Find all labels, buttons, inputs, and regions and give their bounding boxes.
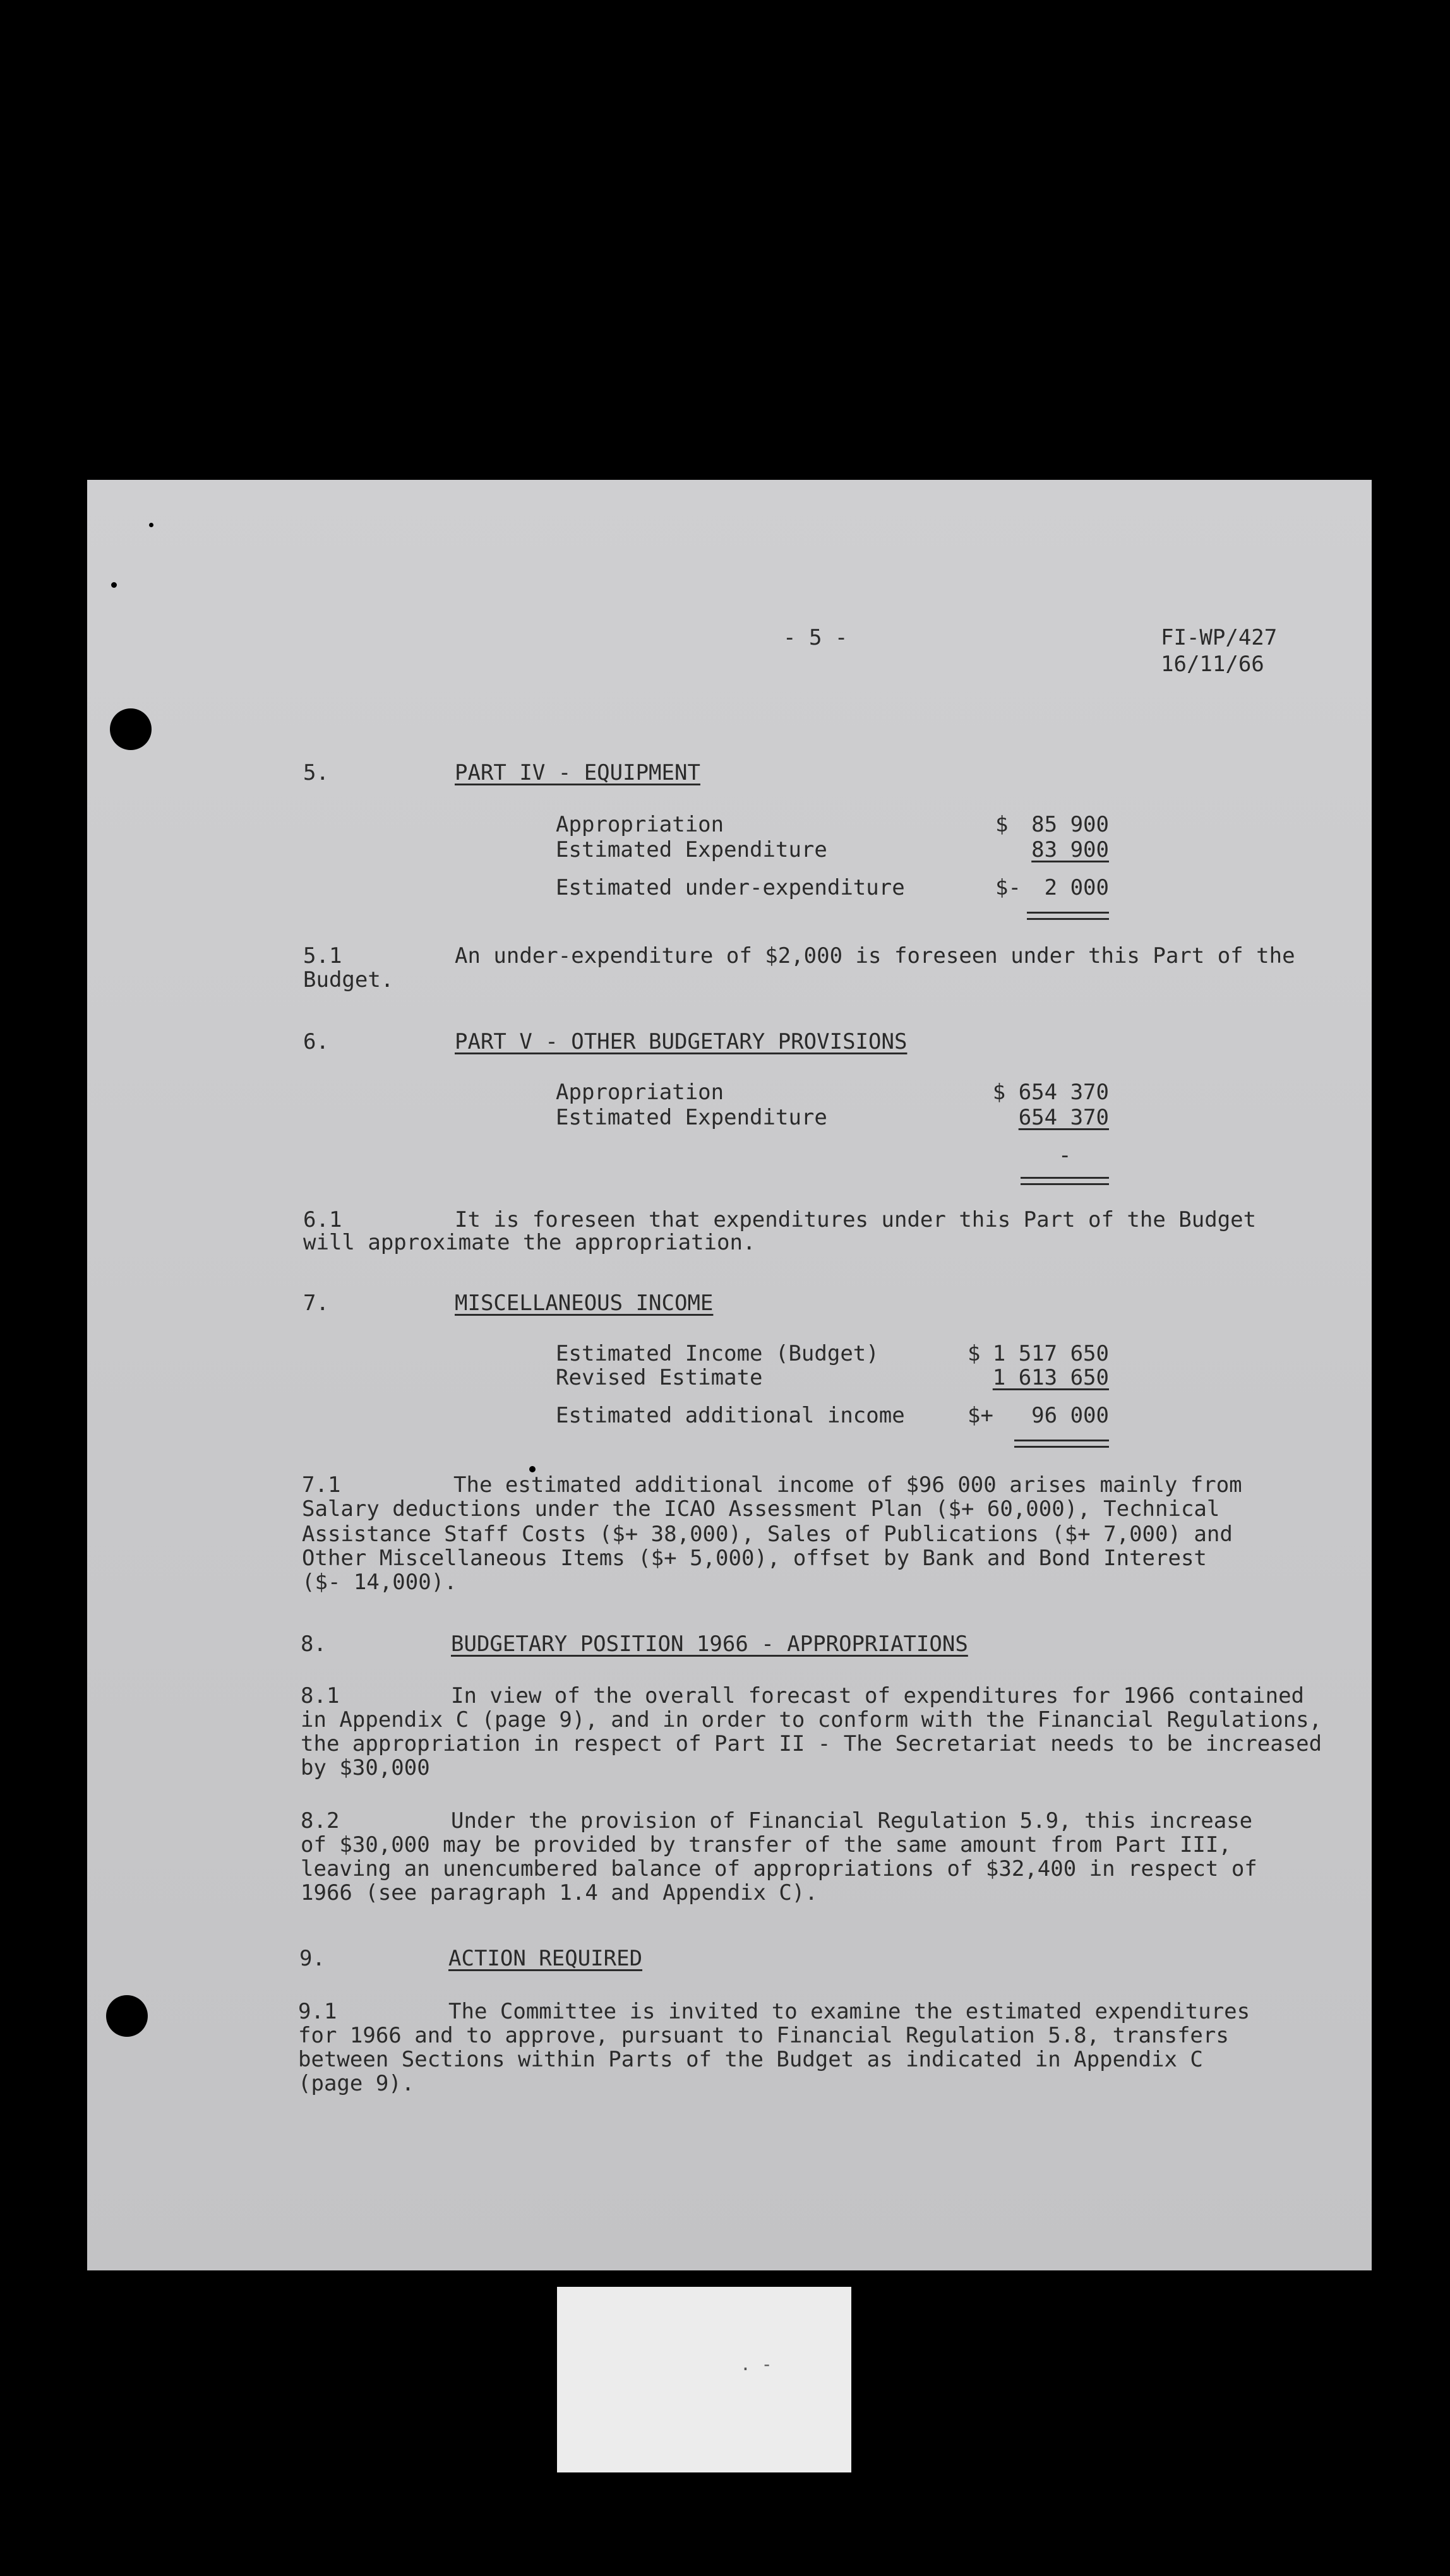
paragraph-line: Salary deductions under the ICAO Assessment Plan ($+ 60,000), Technical [302,1496,1220,1522]
total-double-rule [1027,912,1109,914]
row-label: Appropriation [556,1080,724,1105]
currency-sign: $ [968,1341,981,1366]
document-reference: FI-WP/427 [1161,625,1278,650]
paragraph-line: An under-expenditure of $2,000 is foreseen under this Part of the [455,943,1295,969]
paragraph-number: 7.1 [302,1472,341,1498]
section-number: 7. [303,1291,329,1316]
amount: 96 000 [1031,1403,1109,1428]
paragraph-line: by $30,000 [301,1755,430,1780]
paragraph-line: will approximate the appropriation. [303,1230,756,1255]
section-number: 9. [299,1946,325,1971]
index-card [557,2287,851,2472]
paragraph-line: of $30,000 may be provided by transfer of the same amount from Part III, [301,1832,1231,1857]
total-double-rule [1021,1177,1109,1179]
section-number: 8. [301,1631,327,1657]
paragraph-line: 1966 (see paragraph 1.4 and Appendix C). [301,1880,818,1905]
amount: 83 900 [1031,837,1109,862]
row-label: Appropriation [556,812,724,837]
section-heading: MISCELLANEOUS INCOME [455,1291,714,1316]
paragraph-line: in Appendix C (page 9), and in order to conform with the Financial Regulations, [301,1707,1322,1732]
paragraph-line: The estimated additional income of $96 000 arises mainly from [453,1472,1242,1498]
paragraph-number: 6.1 [303,1207,342,1232]
row-label: Estimated Income (Budget) [556,1341,879,1366]
currency-sign: $- [995,875,1021,900]
total-double-rule [1014,1446,1109,1448]
paragraph-line: (page 9). [298,2071,415,2096]
paragraph-number: 8.2 [301,1808,340,1834]
paragraph-line: Under the provision of Financial Regulation 5.9, this increase [451,1808,1253,1834]
amount: 85 900 [1031,812,1109,837]
paragraph-line: for 1966 and to approve, pursuant to Financial Regulation 5.8, transfers [298,2023,1229,2048]
section-heading: ACTION REQUIRED [448,1946,643,1971]
amount: 1 517 650 [992,1341,1109,1366]
paragraph-line: Other Miscellaneous Items ($+ 5,000), offset by Bank and Bond Interest [302,1546,1207,1571]
amount: 1 613 650 [992,1365,1109,1390]
section-number: 6. [303,1029,329,1054]
total-double-rule [1021,1183,1109,1185]
paragraph-line: Budget. [303,967,394,993]
row-label: Estimated additional income [556,1403,905,1428]
card-mark: . - [740,2354,772,2375]
speck [111,582,117,588]
paragraph-line: ($- 14,000). [302,1570,457,1595]
document-date: 16/11/66 [1161,652,1264,677]
currency-sign: $ [995,812,1009,837]
row-label: Revised Estimate [556,1365,763,1390]
paragraph-line: between Sections within Parts of the Budget as indicated in Appendix C [298,2047,1203,2072]
paragraph-number: 8.1 [301,1683,340,1708]
paragraph-line: Assistance Staff Costs ($+ 38,000), Sales of Publications ($+ 7,000) and [302,1522,1233,1547]
section-heading: PART IV - EQUIPMENT [455,760,700,785]
section-heading: BUDGETARY POSITION 1966 - APPROPRIATIONS [451,1631,968,1657]
section-heading: PART V - OTHER BUDGETARY PROVISIONS [455,1029,908,1054]
amount: 2 000 [1044,875,1109,900]
paragraph-line: In view of the overall forecast of expenditures for 1966 contained [451,1683,1305,1708]
row-label: Estimated Expenditure [556,1105,827,1130]
paragraph-number: 5.1 [303,943,342,969]
amount: $ 654 370 [992,1080,1109,1105]
section-number: 5. [303,760,329,785]
difference: - [1058,1143,1072,1168]
total-double-rule [1014,1440,1109,1441]
paragraph-line: the appropriation in respect of Part II - The Secretariat needs to be increased [301,1731,1322,1756]
row-label: Estimated under-expenditure [556,875,905,900]
paragraph-line: The Committee is invited to examine the estimated expenditures [448,1999,1250,2024]
amount: 654 370 [1018,1105,1109,1130]
currency-sign: $+ [968,1403,993,1428]
paragraph-line: leaving an unencumbered balance of appropriations of $32,400 in respect of [301,1856,1257,1881]
page-number: - 5 - [783,625,848,650]
speck [529,1466,536,1472]
paragraph-line: It is foreseen that expenditures under this Part of the Budget [455,1207,1257,1232]
speck [149,523,153,527]
punch-hole-top [110,708,152,750]
paragraph-number: 9.1 [298,1999,337,2024]
row-label: Estimated Expenditure [556,837,827,862]
total-double-rule [1027,918,1109,920]
punch-hole-bottom [106,1995,148,2037]
